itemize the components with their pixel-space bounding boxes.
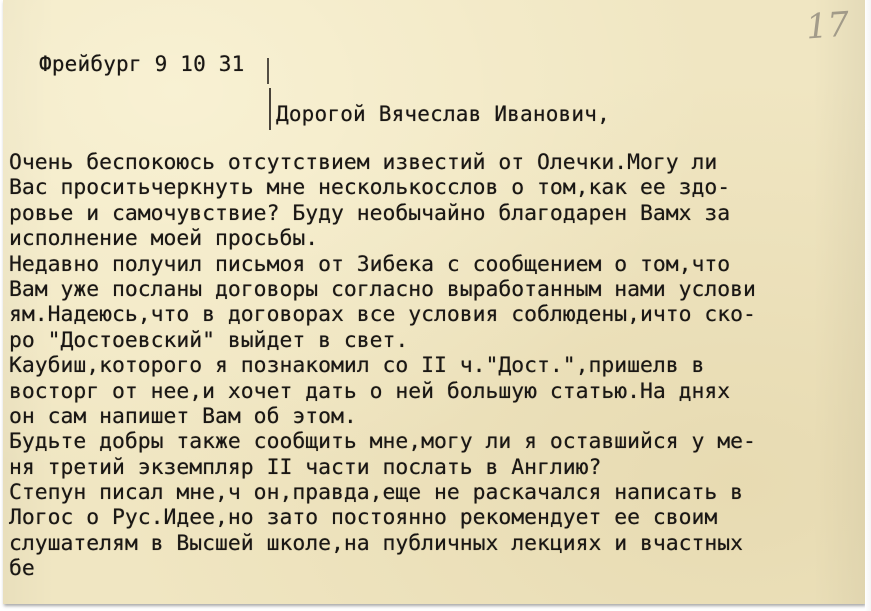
archive-number: 17 [804, 4, 851, 48]
body-line: исполнение моей просьбы. [9, 226, 319, 252]
margin-mark [267, 58, 275, 84]
salutation: Дорогой Вячеслав Иванович, [276, 102, 610, 126]
scan-border [865, 0, 871, 611]
letter-body [9, 150, 756, 582]
body-line: ровье и самочувствие? Буду необычайно благодарен Вамх за [9, 200, 731, 226]
body-line: слушателям в Высшей школе,на публичных лекциях и вчастных [9, 530, 744, 556]
body-line: Вам уже посланы договоры согласно выработанным нами услови [9, 276, 756, 302]
body-line: восторг от нее,и хочет дать о ней большую статью.На днях [9, 378, 731, 404]
body-line: Вас проситьчеркнуть мне несколькосслов о том,как ее здо- [9, 175, 731, 201]
body-line: ня третий экземпляр II части послать в Англию? [9, 454, 602, 480]
body-line: Логос о Рус.Идее,но зато постоянно рекомендует ее своим [9, 505, 718, 531]
dateline: Фрейбург 9 10 31 [39, 52, 245, 76]
body-line: Будьте добры также сообщить мне,могу ли я оставшийся у ме- [9, 429, 756, 455]
body-line: ро "Достоевский" выйдет в свет. [9, 327, 409, 353]
body-line: он сам напишет Вам об этом. [9, 403, 357, 429]
postcard-sheet [3, 0, 865, 604]
body-line: Очень беспокоюсь отсутствием известий от Олечки.Могу ли [9, 150, 718, 175]
body-line: бе [9, 556, 35, 582]
body-line: Каубиш,которого я познакомил со II ч."Дост.",пришелв в [9, 353, 705, 379]
margin-bar [269, 88, 271, 130]
body-line: ям.Надеюсь,что в договорах все условия соблюдены,ичто ско- [9, 302, 756, 328]
body-line: Степун писал мне,ч он,правда,еще не раскачался написать в [9, 480, 744, 506]
body-line: Недавно получил письмоя от Зибека с сообщением о том,что [9, 251, 731, 277]
